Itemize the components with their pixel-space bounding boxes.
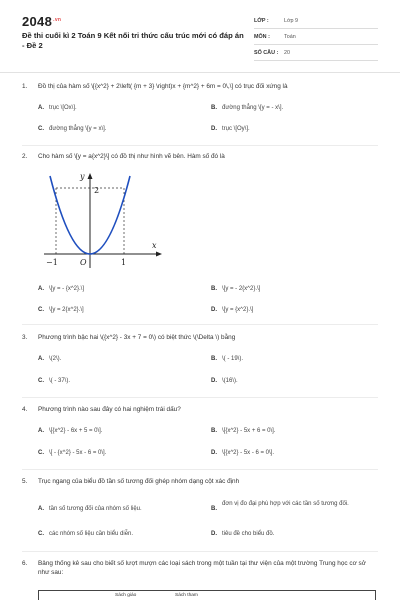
- question-divider: [22, 324, 378, 325]
- x-axis-arrow: [156, 252, 162, 257]
- question-3: [22, 333, 382, 393]
- option-letter: A.: [38, 356, 44, 362]
- meta-value: 20: [284, 49, 290, 56]
- option-text: các nhóm số liệu cần biểu diễn.: [49, 531, 134, 537]
- option-letter: D.: [211, 378, 217, 384]
- question-1: [22, 82, 382, 142]
- option-text: trục \[Oy\].: [222, 126, 250, 132]
- option-text: \[{x^2} - 5x + 6 = 0\].: [222, 428, 276, 434]
- x-axis-label: x: [152, 241, 157, 250]
- option-text: \(2\).: [49, 356, 62, 362]
- meta-key: LỚP :: [254, 17, 269, 24]
- question-text: Cho hàm số \[y = a{x^2}\] có đồ thị như hình vẽ bên. Hàm số đó là: [38, 153, 225, 160]
- parabola-graph: [42, 166, 166, 270]
- question-number: 4.: [22, 406, 28, 413]
- exam-title: Đề thi cuối kì 2 Toán 9 Kết nối tri thức cấu trúc mới có đáp án - Đề 2: [22, 31, 244, 50]
- option-text: tiêu đề cho biểu đồ.: [222, 531, 275, 537]
- question-text: Đồ thị của hàm số \[{x^2} + 2\left( {m + 3} \right)x + {m^2} + 6m = 0\,\] có trục đối xứng là: [38, 83, 288, 90]
- table-header-cell: Sách tham: [175, 593, 198, 598]
- meta-row-subject: [254, 29, 378, 45]
- page-header: [0, 0, 400, 68]
- option-text: \[ - {x^2} - 5x - 6 = 0\].: [49, 450, 107, 456]
- option-letter: C.: [38, 378, 44, 384]
- brand-name: 2048: [22, 14, 53, 29]
- meta-key: SỐ CÂU :: [254, 49, 279, 56]
- meta-value: Lớp 9: [284, 17, 299, 24]
- y-axis-label: y: [80, 172, 85, 181]
- option-text: \[{x^2} - 6x + 5 = 0\].: [49, 428, 103, 434]
- question-divider: [22, 551, 378, 552]
- option-text: \( - 37\).: [49, 378, 71, 384]
- question-4: [22, 405, 382, 465]
- question-text: Trục ngang của biểu đồ tần số tương đối ghép nhóm dạng cột xác định: [38, 478, 240, 485]
- question-text: Phương trình nào sau đây có hai nghiệm trái dấu?: [38, 406, 181, 413]
- brand-logo[interactable]: [22, 14, 61, 29]
- table-header-cell: Sách giáo: [115, 593, 137, 598]
- option-text: \[y = 2{x^2}.\]: [49, 307, 84, 313]
- option-letter: D.: [211, 450, 217, 456]
- question-text: Phương trình bậc hai \({x^2} - 3x + 7 = 0\) có biệt thức \(\Delta \) bằng: [38, 334, 236, 341]
- question-divider: [22, 145, 378, 146]
- tick-label-neg1: −1: [46, 258, 58, 267]
- option-text: đường thẳng \[y = - x\].: [222, 105, 284, 111]
- option-text: \[{x^2} - 5x - 6 = 0\].: [222, 450, 275, 456]
- option-letter: B.: [211, 428, 217, 434]
- option-letter: B.: [211, 105, 217, 111]
- question-2: [22, 152, 382, 322]
- meta-row-class: [254, 13, 378, 29]
- question-number: 2.: [22, 153, 28, 160]
- option-letter: B.: [211, 506, 217, 512]
- option-letter: C.: [38, 531, 44, 537]
- meta-row-count: [254, 45, 378, 61]
- option-letter: A.: [38, 105, 44, 111]
- question-number: 1.: [22, 83, 28, 90]
- option-letter: A.: [38, 286, 44, 292]
- y-axis-arrow: [88, 173, 93, 179]
- brand-suffix: .vn: [53, 16, 62, 23]
- option-text: \[y = - 2{x^2}.\]: [222, 286, 261, 292]
- option-letter: D.: [211, 126, 217, 132]
- question-number: 3.: [22, 334, 28, 341]
- option-text: trục \[Ox\].: [49, 105, 77, 111]
- question-5: [22, 477, 382, 545]
- question-divider: [22, 397, 378, 398]
- option-letter: D.: [211, 531, 217, 537]
- tick-label-1: 1: [121, 258, 127, 267]
- option-letter: C.: [38, 307, 44, 313]
- option-text: \[y = - {x^2}.\]: [49, 286, 84, 292]
- option-text: tần số tương đối của nhóm số liệu.: [49, 506, 142, 512]
- meta-key: MÔN :: [254, 33, 270, 40]
- option-letter: C.: [38, 126, 44, 132]
- option-text: \[y = {x^2}.\]: [222, 307, 254, 313]
- question-number: 5.: [22, 478, 28, 485]
- option-letter: A.: [38, 506, 44, 512]
- question-text: Bảng thống kê sau cho biết số lượt mượn các loại sách trong một tuần tại thư viện của một trường Trung học cơ sở như sau:: [38, 560, 366, 576]
- option-letter: D.: [211, 307, 217, 313]
- option-letter: B.: [211, 356, 217, 362]
- option-letter: C.: [38, 450, 44, 456]
- option-text: đơn vị đo đại phù hợp với các tần số tương đối.: [222, 501, 349, 507]
- option-text: \(16\).: [222, 378, 238, 384]
- option-text: \( - 19\).: [222, 356, 244, 362]
- origin-label: O: [80, 258, 87, 267]
- header-divider: [0, 72, 400, 73]
- exam-meta: [254, 13, 378, 61]
- borrow-stats-table: [38, 590, 376, 600]
- meta-value: Toán: [284, 33, 296, 40]
- question-number: 6.: [22, 560, 28, 567]
- option-text: đường thẳng \[y = x\].: [49, 126, 107, 132]
- option-letter: B.: [211, 286, 217, 292]
- option-letter: A.: [38, 428, 44, 434]
- tick-label-2: 2: [94, 186, 100, 195]
- question-divider: [22, 469, 378, 470]
- question-6: [22, 559, 382, 589]
